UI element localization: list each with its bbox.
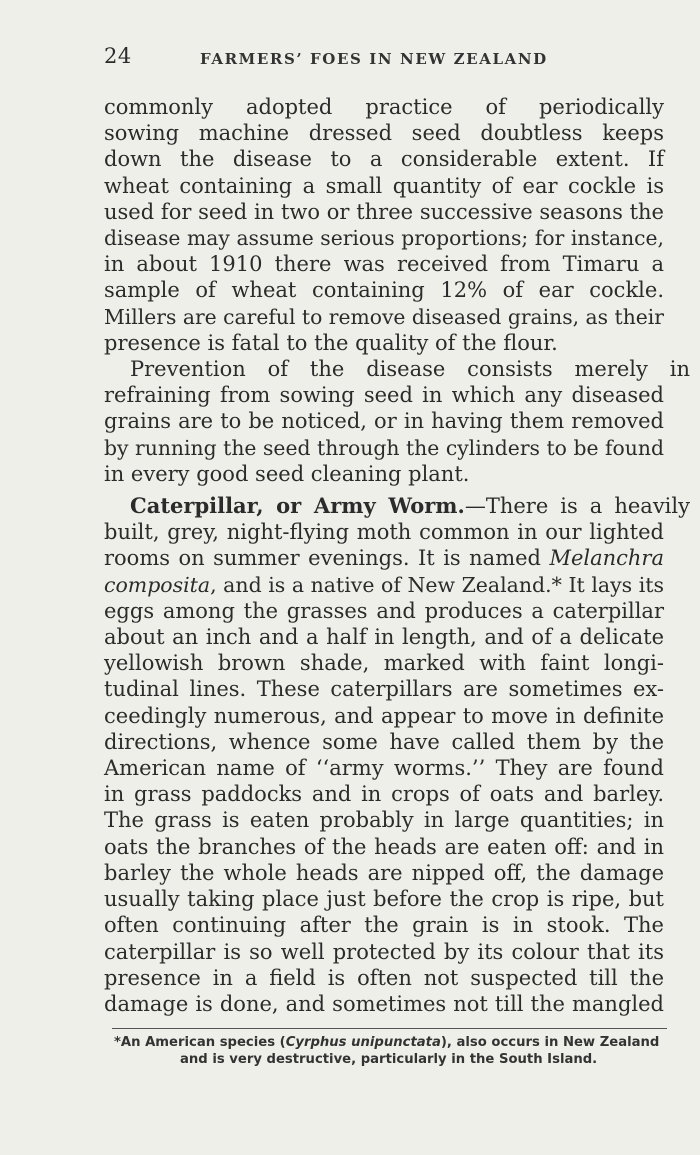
text-line: ceedingly numerous, and appear to move in definite: [104, 703, 664, 728]
text-line: American name of ‘‘army worms.’’ They are found: [104, 756, 664, 781]
text-line: barley the whole heads are nipped off, the damage: [104, 860, 664, 885]
text-line: sowing machine dressed seed doubtless keeps: [104, 121, 664, 146]
species-name: Melanchra: [549, 546, 664, 571]
text-line: presence is fatal to the quality of the flour.: [104, 330, 558, 355]
text-line: wheat containing a small quantity of ear cockle is: [104, 173, 664, 198]
text-line: about an inch and a half in length, and of a delicate: [104, 625, 664, 650]
text-line: eggs among the grasses and produces a caterpillar: [104, 598, 664, 623]
page-number: 24: [104, 44, 132, 68]
text-line: refraining from sowing seed in which any diseased: [104, 383, 664, 408]
text-line: usually taking place just before the crop is ripe, but: [104, 887, 664, 912]
text-line: sample of wheat containing 12% of ear cockle.: [104, 278, 664, 303]
species-name: Cyrphus unipunctata: [285, 1035, 441, 1050]
species-name: composita: [104, 572, 211, 597]
section-heading: Caterpillar, or Army Worm.: [130, 493, 465, 519]
section-heading-line: [104, 493, 690, 519]
text-line: down the disease to a considerable extent. If: [104, 147, 664, 172]
text-span: rooms on summer evenings. It is named: [104, 546, 550, 571]
text-span: , and is a native of New Zealand.* It lays its: [210, 572, 664, 597]
text-span: *An American species (: [114, 1035, 286, 1050]
text-line: used for seed in two or three successive seasons the: [104, 199, 664, 224]
footnote-line: [114, 1034, 670, 1051]
text-line: oats the branches of the heads are eaten off: and in: [104, 834, 664, 859]
text-line: by running the seed through the cylinders to be found: [104, 435, 664, 460]
text-line: built, grey, night-flying moth common in our lighted: [104, 520, 664, 545]
text-span: —There is a heavily: [464, 494, 690, 519]
footnote-line: and is very destructive, particularly in the South Island.: [180, 1052, 598, 1067]
text-line: Prevention of the disease consists merely in: [130, 357, 690, 382]
text-line: directions, whence some have called them by the: [104, 729, 664, 754]
text-line: [104, 545, 664, 571]
text-line: [104, 572, 664, 598]
text-line: The grass is eaten probably in large quantities; in: [104, 808, 664, 833]
text-line: presence in a field is often not suspected till the: [104, 965, 664, 990]
text-line: in about 1910 there was received from Timaru a: [104, 252, 664, 277]
text-line: Millers are careful to remove diseased grains, as their: [104, 304, 664, 329]
text-line: tudinal lines. These caterpillars are sometimes ex-: [104, 677, 664, 702]
running-title: FARMERS’ FOES IN NEW ZEALAND: [200, 50, 548, 68]
text-line: caterpillar is so well protected by its colour that its: [104, 939, 664, 964]
text-line: in grass paddocks and in crops of oats and barley.: [104, 782, 664, 807]
running-header: [104, 44, 664, 76]
text-line: grains are to be noticed, or in having them removed: [104, 409, 664, 434]
text-span: ), also occurs in New Zealand: [440, 1035, 660, 1050]
footnote: [114, 1034, 670, 1068]
text-line: commonly adopted practice of periodically: [104, 95, 664, 119]
text-line: yellowish brown shade, marked with faint longi-: [104, 651, 664, 676]
text-line: damage is done, and sometimes not till the mangled: [104, 991, 664, 1016]
text-line: disease may assume serious proportions; for instance,: [104, 226, 664, 251]
text-line: in every good seed cleaning plant.: [104, 461, 470, 486]
footnote-divider: [112, 1028, 667, 1029]
text-line: often continuing after the grain is in stook. The: [104, 913, 664, 938]
body-text: [104, 94, 690, 1017]
